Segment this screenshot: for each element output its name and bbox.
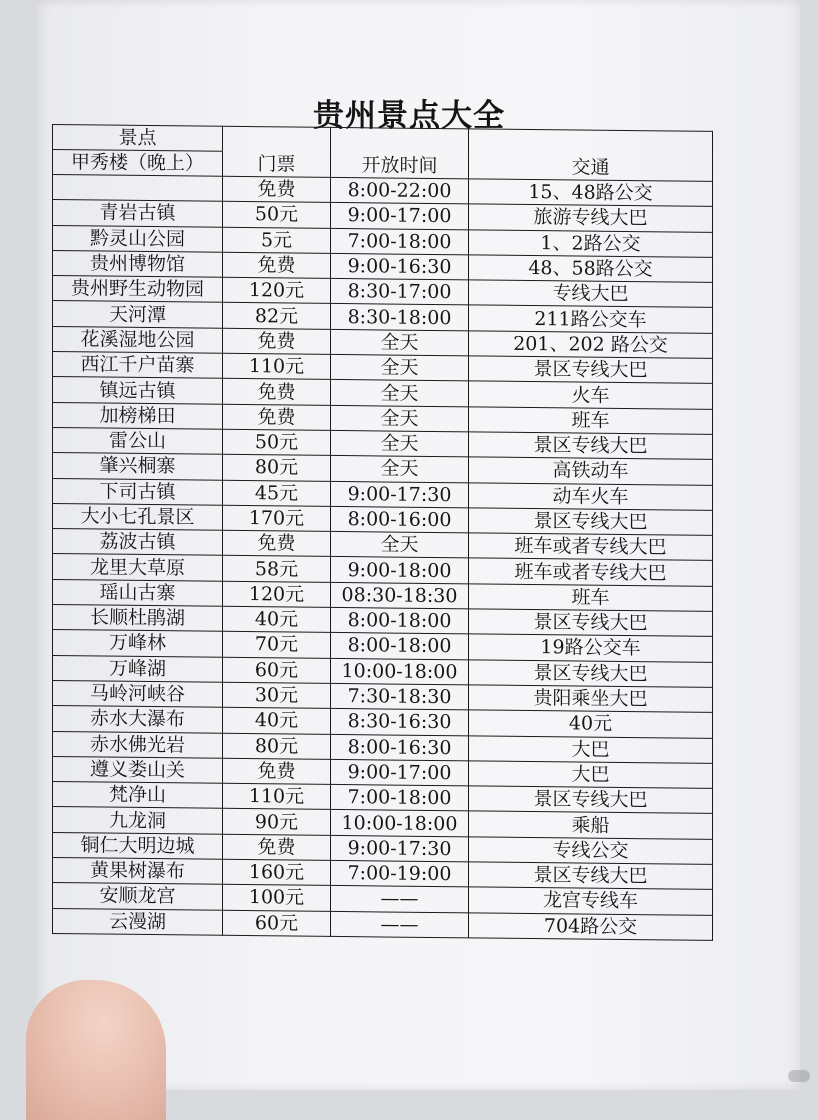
cell-name: 肇兴桐寨: [53, 453, 223, 480]
cell-name: 贵州博物馆: [53, 250, 223, 277]
cell-transport: 专线大巴: [469, 280, 713, 308]
header-name: 景点: [53, 125, 222, 152]
cell-hours: 9:00-17:30: [331, 481, 469, 508]
cell-hours: 08:30-18:30: [331, 582, 469, 609]
cell-ticket: 82元: [223, 303, 331, 329]
cell-ticket: 160元: [223, 859, 331, 885]
cell-hours: 全天: [331, 456, 469, 483]
header-spacer: [223, 126, 331, 152]
cell-name: 加榜梯田: [53, 402, 223, 429]
table-header-row: [53, 125, 713, 157]
watermark-badge: [788, 1070, 810, 1082]
cell-transport: 景区专线大巴: [469, 508, 713, 536]
cell-hours: 8:00-16:00: [331, 506, 469, 533]
cell-name: 马岭河峡谷: [53, 680, 223, 707]
cell-transport: 旅游专线大巴: [469, 204, 713, 232]
header-hours: 开放时间: [331, 152, 469, 178]
cell-hours: 全天: [331, 430, 469, 457]
cell-ticket: 50元: [223, 429, 331, 455]
cell-transport: 景区专线大巴: [469, 356, 713, 384]
cell-ticket: 40元: [223, 606, 331, 632]
cell-transport: 211路公交车: [469, 305, 713, 333]
cell-hours: 全天: [331, 329, 469, 356]
cell-name: 荔波古镇: [53, 529, 223, 556]
cell-ticket: 50元: [223, 202, 331, 228]
cell-hours: 9:00-18:00: [331, 557, 469, 584]
cell-transport: 景区专线大巴: [469, 786, 713, 814]
cell-transport: 景区专线大巴: [469, 609, 713, 637]
cell-ticket: 60元: [223, 657, 331, 683]
cell-name: 黄果树瀑布: [53, 858, 223, 885]
cell-hours: 全天: [331, 380, 469, 407]
cell-transport: 15、48路公交: [469, 179, 713, 207]
cell-hours: 10:00-18:00: [331, 658, 469, 685]
cell-ticket: 110元: [223, 353, 331, 379]
cell-ticket: 5元: [223, 227, 331, 253]
cell-hours: 7:00-19:00: [331, 860, 469, 887]
cell-hours: 8:30-17:00: [331, 279, 469, 306]
cell-name: 大小七孔景区: [53, 503, 223, 530]
cell-transport: 班车: [469, 407, 713, 435]
header-name-cell: [53, 125, 223, 177]
cell-hours: 9:00-17:30: [331, 835, 469, 862]
cell-name: 西江千户苗寨: [53, 352, 223, 379]
cell-transport: 48、58路公交: [469, 255, 713, 283]
header-spacer: [331, 127, 469, 153]
cell-name: 雷公山: [53, 427, 223, 454]
thumb: [26, 980, 166, 1120]
cell-hours: 全天: [331, 532, 469, 559]
cell-transport: 大巴: [469, 735, 713, 763]
cell-ticket: 40元: [223, 708, 331, 734]
cell-transport: 201、202 路公交: [469, 331, 713, 359]
cell-name: 云漫湖: [53, 908, 223, 935]
cell-ticket: 110元: [223, 783, 331, 809]
cell-ticket: 免费: [223, 176, 331, 202]
header-ticket: 门票: [223, 151, 331, 177]
cell-hours: 全天: [331, 354, 469, 381]
cell-hours: 9:00-16:30: [331, 253, 469, 280]
cell-ticket: 120元: [223, 581, 331, 607]
cell-name: 赤水大瀑布: [53, 706, 223, 733]
cell-transport: 704路公交: [469, 912, 713, 940]
cell-ticket: 170元: [223, 505, 331, 531]
cell-hours: ——: [331, 886, 469, 913]
cell-name: 九龙洞: [53, 807, 223, 834]
cell-ticket: 60元: [223, 910, 331, 936]
cell-hours: 8:00-16:30: [331, 734, 469, 761]
cell-transport: 大巴: [469, 761, 713, 789]
cell-name: 花溪湿地公园: [53, 326, 223, 353]
cell-ticket: 免费: [223, 328, 331, 354]
page-title: 贵州景点大全: [313, 98, 505, 134]
cell-ticket: 免费: [223, 758, 331, 784]
cell-transport: 40元: [469, 710, 713, 738]
cell-ticket: 免费: [223, 404, 331, 430]
cell-name: 长顺杜鹃湖: [53, 605, 223, 632]
cell-ticket: 45元: [223, 480, 331, 506]
cell-name: 青岩古镇: [53, 200, 223, 227]
cell-name: 赤水佛光岩: [53, 731, 223, 758]
cell-name: 铜仁大明边城: [53, 832, 223, 859]
header-transport: 交通: [469, 154, 713, 182]
table-body: [53, 175, 713, 941]
cell-transport: 景区专线大巴: [469, 862, 713, 890]
attractions-table: [52, 124, 713, 941]
cell-transport: 龙宫专线车: [469, 887, 713, 915]
cell-name: 镇远古镇: [53, 377, 223, 404]
cell-transport: 班车: [469, 584, 713, 612]
cell-name-placeholder: [53, 175, 223, 202]
cell-ticket: 90元: [223, 809, 331, 835]
cell-transport: 专线公交: [469, 837, 713, 865]
cell-hours: 8:00-22:00: [331, 177, 469, 204]
cell-transport: 火车: [469, 381, 713, 409]
cell-ticket: 免费: [223, 252, 331, 278]
cell-transport: 1、2路公交: [469, 229, 713, 257]
cell-hours: 8:30-16:30: [331, 709, 469, 736]
cell-ticket: 70元: [223, 632, 331, 658]
cell-transport: 动车火车: [469, 482, 713, 510]
cell-ticket: 58元: [223, 556, 331, 582]
cell-hours: 7:00-18:00: [331, 785, 469, 812]
cell-hours: 8:00-18:00: [331, 607, 469, 634]
cell-transport: 景区专线大巴: [469, 432, 713, 460]
cell-name: 黔灵山公园: [53, 225, 223, 252]
cell-hours: 9:00-17:00: [331, 759, 469, 786]
cell-name: 瑶山古寨: [53, 579, 223, 606]
cell-ticket: 免费: [223, 834, 331, 860]
cell-transport: 乘船: [469, 811, 713, 839]
header-spacer: [469, 129, 713, 157]
cell-name: 贵州野生动物园: [53, 276, 223, 303]
cell-hours: 8:00-18:00: [331, 633, 469, 660]
cell-hours: ——: [331, 911, 469, 938]
cell-transport: 班车或者专线大巴: [469, 558, 713, 586]
cell-hours: 全天: [331, 405, 469, 432]
cell-name: 万峰林: [53, 630, 223, 657]
cell-ticket: 120元: [223, 277, 331, 303]
cell-ticket: 免费: [223, 379, 331, 405]
first-row-name: 甲秀楼（晚上）: [70, 151, 204, 175]
cell-name: 下司古镇: [53, 478, 223, 505]
cell-name: 安顺龙宫: [53, 883, 223, 910]
cell-ticket: 30元: [223, 682, 331, 708]
cell-hours: 8:30-18:00: [331, 304, 469, 331]
cell-name: 梵净山: [53, 782, 223, 809]
cell-hours: 7:00-18:00: [331, 228, 469, 255]
cell-transport: 景区专线大巴: [469, 660, 713, 688]
cell-transport: 贵阳乘坐大巴: [469, 685, 713, 713]
cell-transport: 高铁动车: [469, 457, 713, 485]
cell-name: 遵义娄山关: [53, 756, 223, 783]
cell-ticket: 100元: [223, 885, 331, 911]
cell-ticket: 80元: [223, 455, 331, 481]
cell-transport: 班车或者专线大巴: [469, 533, 713, 561]
cell-name: 天河潭: [53, 301, 223, 328]
cell-ticket: 80元: [223, 733, 331, 759]
cell-name: 万峰湖: [53, 655, 223, 682]
cell-ticket: 免费: [223, 530, 331, 556]
cell-transport: 19路公交车: [469, 634, 713, 662]
cell-hours: 10:00-18:00: [331, 810, 469, 837]
cell-name: 龙里大草原: [53, 554, 223, 581]
cell-hours: 9:00-17:00: [331, 203, 469, 230]
cell-hours: 7:30-18:30: [331, 683, 469, 710]
